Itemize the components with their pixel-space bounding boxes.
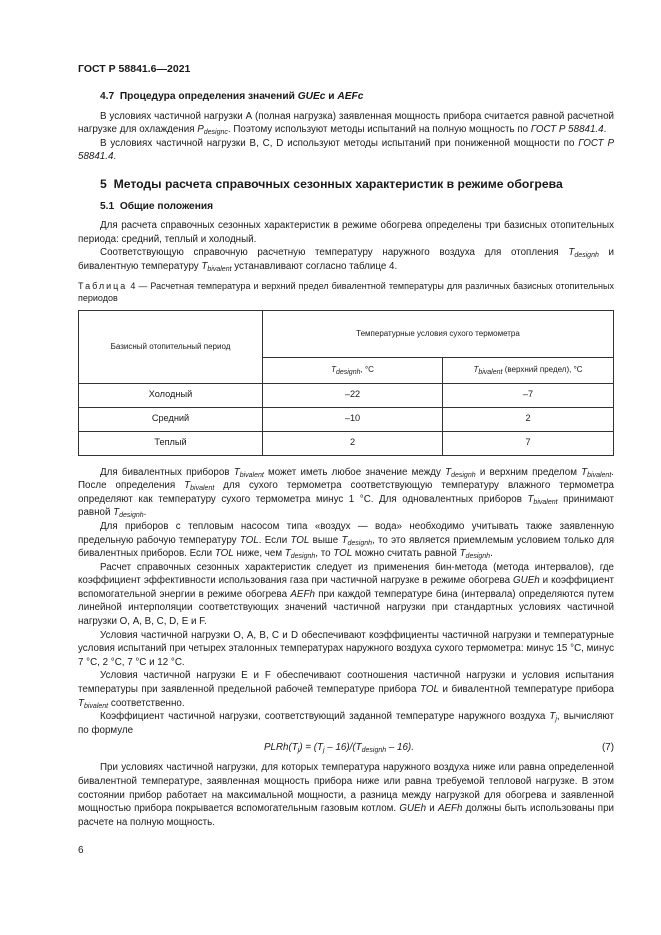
column-header-bivalent: $T_{bivalent}$ (верхний предел), °C — [443, 357, 614, 383]
table-row: Теплый 2 7 — [79, 431, 614, 455]
paragraph: Условия частичной нагрузки Е и F обеспечивают соотношения частичной нагрузки и условия испытания температуры при заявленной предельной рабочей температуре прибора TOL и бивалентной температуре прибора $T_{bivalent}$ соответственно. — [78, 670, 614, 710]
table-row: Холодный –22 –7 — [79, 383, 614, 407]
section-number: 5.1 — [100, 200, 115, 212]
table-row: Средний –10 2 — [79, 407, 614, 431]
page-number: 6 — [78, 845, 84, 856]
section-number: 4.7 — [100, 91, 115, 102]
column-group-header: Температурные условия сухого термометра — [263, 310, 614, 357]
formula-expression: $PLRh(T_j) = (T_j - 16)/(T_{designh} - 16)$. — [264, 742, 414, 755]
page-content — [78, 90, 614, 829]
section-heading-5-1: 5.1 Общие положения — [100, 200, 214, 212]
table-4 — [78, 310, 614, 456]
column-header-period: Базисный отопительный период — [79, 310, 263, 383]
paragraph: Условия частичной нагрузки О, А, В, С и D обеспечивают коэффициенты частичной нагрузки и температурные условия испытаний при четырех эталонных температурах наружного воздуха сухого термометра: минус 15 °C, минус 7 °C, 2 °C, 7 °C и 12 °C. — [78, 629, 614, 668]
paragraph: Соответствующую справочную расчетную температуру наружного воздуха для отопления $T_{designh}$ и бивалентную температуру $T_{bivalent}$ устанавливают согласно таблице 4. — [78, 247, 614, 273]
paragraph: Для расчета справочных сезонных характеристик в режиме обогрева определены три базисных отопительных периода: средний, теплый и холодный. — [78, 220, 614, 245]
paragraph: В условиях частичной нагрузки А (полная нагрузка) заявленная мощность прибора считается равной расчетной нагрузке для охлаждения $P_{designc}$. Поэтому используют методы испытаний на полную мощность по ГОСТ Р 58841.4. — [78, 110, 614, 137]
section-heading-4-7: 4.7 Процедура определения значений GUEc и AEFc — [100, 91, 364, 102]
paragraph: Коэффициент частичной нагрузки, соответствующий заданной температуре наружного воздуха $T_j$, вычисляют по формуле — [78, 711, 614, 736]
paragraph: При условиях частичной нагрузки, для которых температура наружного воздуха ниже или равна определенной бивалентной температуре, заявленная мощность прибора ниже или равна требуемой тепловой нагрузке. В этом состоянии прибор работает на максимальной мощности, а разница между нагрузкой для обогрева и заявленной мощностью прибора покрывается вспомогательным газовым котлом. GUEh и AEFh должны быть использованы при расчете на полную мощность. — [78, 762, 614, 828]
paragraph: Для бивалентных приборов $T_{bivalent}$ может иметь любое значение между $T_{designh}$ и верхним пределом $T_{bivalent}$. После определения $T_{bivalent}$ для сухого термометра соответствующую температуру влажного термометра определяют как температуру сухого термометра минус 1 °C. Для одновалентных приборов $T_{bivalent}$ принимают равной $T_{designh}$. — [78, 466, 615, 520]
section-number: 5 — [100, 176, 107, 191]
section-heading-5: 5 Методы расчета справочных сезонных характеристик в режиме обогрева — [100, 176, 563, 191]
column-header-designh: $T_{designh}$, °C — [263, 357, 443, 383]
document-header: ГОСТ Р 58841.6—2021 — [78, 63, 191, 75]
paragraph: В условиях частичной нагрузки В, С, D используют методы испытаний при пониженной мощности по ГОСТ Р 58841.4. — [78, 137, 614, 163]
paragraph: Для приборов с тепловым насосом типа «воздух — вода» необходимо учитывать также заявленную предельную рабочую температуру TOL. Если TOL выше $T_{designh}$, то это является приемлемым условием только для бивалентных приборов. Если TOL ниже, чем $T_{designh}$, то TOL можно считать равной $T_{designh}$. — [78, 520, 614, 561]
formula-number: (7) — [602, 742, 614, 754]
paragraph: Расчет справочных сезонных характеристик следует из применения бин-метода (метода интервалов), где коэффициент эффективности использования газа при частичной нагрузке в режиме обогрева GUEh и коэффициент вспомогательной энергии в режиме обогрева AEFh при каждой температуре бина (интервала) определяются путем линейной интерполяции соответствующих значений частичной нагрузки при стандартных условиях частичной нагрузки О, А, В, С, D, Е и F. — [78, 561, 614, 628]
formula-7 — [78, 739, 614, 757]
table-caption: Таблица 4 — Расчетная температура и верхний предел бивалентной температуры для различных базисных отопительных периодов — [78, 280, 614, 303]
